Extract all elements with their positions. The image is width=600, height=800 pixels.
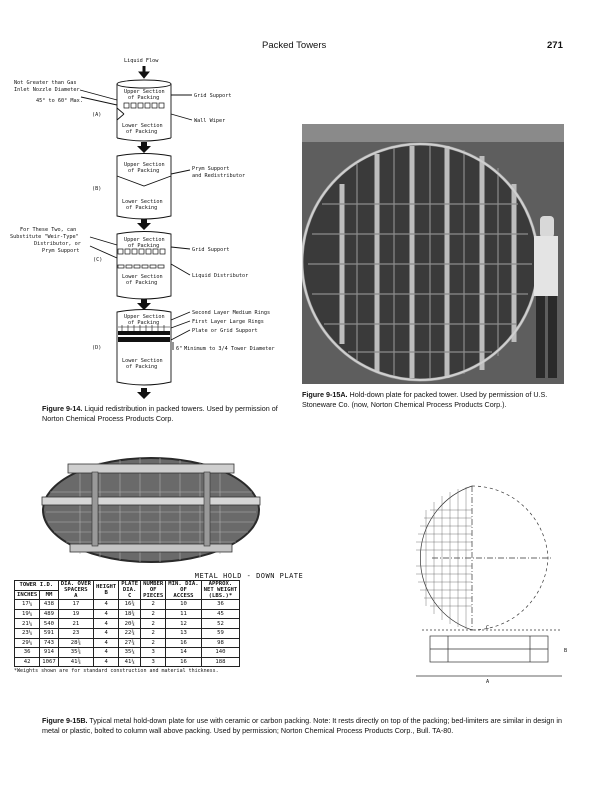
table-cell: 17 [58, 600, 93, 610]
table-cell: 14 [166, 648, 201, 658]
col-min-dia-access: MIN. DIA. OF ACCESS [166, 581, 201, 600]
figure-9-15b-photo [40, 452, 262, 570]
table-cell: 4 [94, 648, 119, 658]
col-mm: MM [40, 590, 58, 600]
b-lower-1: Lower Section [122, 199, 163, 205]
table-title: METAL HOLD - DOWN PLATE [194, 572, 304, 580]
d-plate-grid: Plate or Grid Support [192, 328, 258, 334]
d-lower-2: of Packing [126, 364, 158, 370]
d-upper-2: of Packing [128, 320, 160, 326]
tag-a: (A) [92, 112, 102, 118]
figure-9-15b-text: Typical metal hold-down plate for use with ceramic or carbon packing. Note: It rests directly on top of the packing; bed-limiters are similar in design in metal or plastic, bolted to column wall above packing. Used by permission; Norton Chemical Process Products Corp., Bull. TA-80. [42, 716, 563, 735]
table-cell: 11 [166, 609, 201, 619]
table-cell: 17¼ [15, 600, 40, 610]
tag-c: (C) [93, 257, 103, 263]
table-cell: 98 [201, 638, 240, 648]
table-row [15, 609, 240, 619]
figure-9-15a-caption [302, 390, 570, 409]
b-prym-1: Prym Support [192, 166, 230, 172]
table-footnote: *Weights shown are for standard construction and material thickness. [14, 668, 219, 675]
figure-9-15a-photo [302, 124, 564, 384]
table-cell: 10 [166, 600, 201, 610]
tag-b: (B) [92, 186, 102, 192]
table-cell: 4 [94, 638, 119, 648]
not-greater-label-1: Not Greater than Gas [14, 80, 77, 86]
table-cell: 27¾ [119, 638, 141, 648]
table-cell: 19 [58, 609, 93, 619]
table-cell: 3 [141, 648, 166, 658]
b-prym-2: and Redistributor [192, 173, 246, 179]
table-cell: 22¾ [119, 628, 141, 638]
d-lower-1: Lower Section [122, 358, 163, 364]
table-row [15, 657, 240, 667]
b-upper-2: of Packing [128, 168, 160, 174]
a-wall-wiper: Wall Wiper [194, 118, 226, 124]
table-cell: 2 [141, 619, 166, 629]
a-lower-1: Lower Section [122, 123, 163, 129]
table-cell: 540 [40, 619, 58, 629]
table-cell: 743 [40, 638, 58, 648]
table-cell: 36 [201, 600, 240, 610]
table-cell: 42 [15, 657, 40, 667]
figure-9-14-diagram [0, 50, 300, 405]
col-tower-id: TOWER I.D. [15, 581, 59, 591]
figure-9-15a-text: Hold-down plate for packed tower. Used by permission of U.S. Stoneware Co. (now, Norton Chemical Process Products Corp.). [302, 390, 548, 409]
d-upper-1: Upper Section [124, 314, 165, 320]
d-first-layer: First Layer Large Rings [192, 319, 264, 325]
table-cell: 16 [166, 638, 201, 648]
table-cell: 2 [141, 638, 166, 648]
b-lower-2: of Packing [126, 205, 158, 211]
table-cell: 23¼ [15, 628, 40, 638]
table-cell: 12 [166, 619, 201, 629]
angle-label: 45° to 60° Max. [36, 98, 83, 104]
table-cell: 2 [141, 600, 166, 610]
table-row [15, 648, 240, 658]
table-cell: 4 [94, 628, 119, 638]
table-cell: 4 [94, 609, 119, 619]
figure-9-14-text: Liquid redistribution in packed towers. Used by permission of Norton Chemical Process Products Corp. [42, 404, 278, 423]
table-cell: 28¾ [58, 638, 93, 648]
b-upper-1: Upper Section [124, 162, 165, 168]
table-cell: 489 [40, 609, 58, 619]
dim-label-a: A [486, 679, 490, 685]
table-cell: 20¾ [119, 619, 141, 629]
a-lower-2: of Packing [126, 129, 158, 135]
col-inches: INCHES [15, 590, 40, 600]
table-cell: 35¼ [119, 648, 141, 658]
table-cell: 29¼ [15, 638, 40, 648]
c-upper-2: of Packing [128, 243, 160, 249]
table-cell: 140 [201, 648, 240, 658]
substitute-2: Substitute "Weir-Type" [10, 234, 79, 240]
table-cell: 21¼ [15, 619, 40, 629]
table-cell: 4 [94, 600, 119, 610]
d-second-layer: Second Layer Medium Rings [192, 310, 271, 316]
table-cell: 18¾ [119, 609, 141, 619]
running-header-title: Packed Towers [262, 40, 327, 51]
col-net-weight: APPROX. NET WEIGHT (LBS.)* [201, 581, 240, 600]
table-cell: 438 [40, 600, 58, 610]
dim-label-b: B [564, 648, 568, 654]
table-cell: 35¾ [58, 648, 93, 658]
table-cell: 41¼ [119, 657, 141, 667]
table-cell: 41¾ [58, 657, 93, 667]
figure-9-15b-caption [42, 716, 570, 735]
liquid-flow-label: Liquid Flow [124, 58, 159, 64]
substitute-1: For These Two, can [20, 227, 77, 233]
a-upper-2: of Packing [128, 95, 160, 101]
table-cell: 4 [94, 657, 119, 667]
c-grid-support: Grid Support [192, 247, 230, 253]
table-cell: 188 [201, 657, 240, 667]
page-number: 271 [547, 40, 563, 51]
not-greater-label-2: Inlet Nozzle Diameter [14, 87, 80, 93]
table-row [15, 638, 240, 648]
table-row [15, 600, 240, 610]
table-cell: 16 [166, 657, 201, 667]
table-cell: 52 [201, 619, 240, 629]
substitute-3: Distributor, or [34, 241, 81, 247]
table-cell: 1067 [40, 657, 58, 667]
metal-hold-down-plate-table [14, 580, 240, 667]
c-upper-1: Upper Section [124, 237, 165, 243]
table-cell: 59 [201, 628, 240, 638]
col-number-pieces: NUMBER OF PIECES [141, 581, 166, 600]
a-upper-1: Upper Section [124, 89, 165, 95]
d-minimum: Minimum to 3/4 Tower Diameter [184, 346, 275, 352]
figure-9-14-label: Figure 9-14. [42, 404, 83, 413]
table-cell: 19¼ [15, 609, 40, 619]
table-cell: 21 [58, 619, 93, 629]
substitute-4: Prym Support [42, 248, 80, 254]
table-row [15, 628, 240, 638]
table-cell: 45 [201, 609, 240, 619]
a-grid-support: Grid Support [194, 93, 232, 99]
table-cell: 23 [58, 628, 93, 638]
tag-d: (D) [92, 345, 102, 351]
c-liquid-distributor: Liquid Distributor [192, 273, 249, 279]
metal-hold-down-plate-table-block [14, 572, 404, 674]
figure-9-15a-label: Figure 9-15A. [302, 390, 348, 399]
table-cell: 914 [40, 648, 58, 658]
hold-down-plate-drawing [412, 480, 572, 700]
col-height: HEIGHT B [94, 581, 119, 600]
table-cell: 13 [166, 628, 201, 638]
figure-9-15b-label: Figure 9-15B. [42, 716, 88, 725]
figure-9-14-caption [42, 404, 292, 423]
table-cell: 3 [141, 657, 166, 667]
d-min-6: 6" [176, 346, 183, 352]
dim-label-c: C [486, 625, 490, 631]
table-cell: 591 [40, 628, 58, 638]
col-plate-dia: PLATE DIA. C [119, 581, 141, 600]
table-cell: 2 [141, 609, 166, 619]
table-cell: 16¾ [119, 600, 141, 610]
col-dia-spacers: DIA. OVER SPACERS A [58, 581, 93, 600]
table-row [15, 619, 240, 629]
c-lower-1: Lower Section [122, 274, 163, 280]
table-cell: 4 [94, 619, 119, 629]
table-cell: 36 [15, 648, 40, 658]
c-lower-2: of Packing [126, 280, 158, 286]
table-cell: 2 [141, 628, 166, 638]
